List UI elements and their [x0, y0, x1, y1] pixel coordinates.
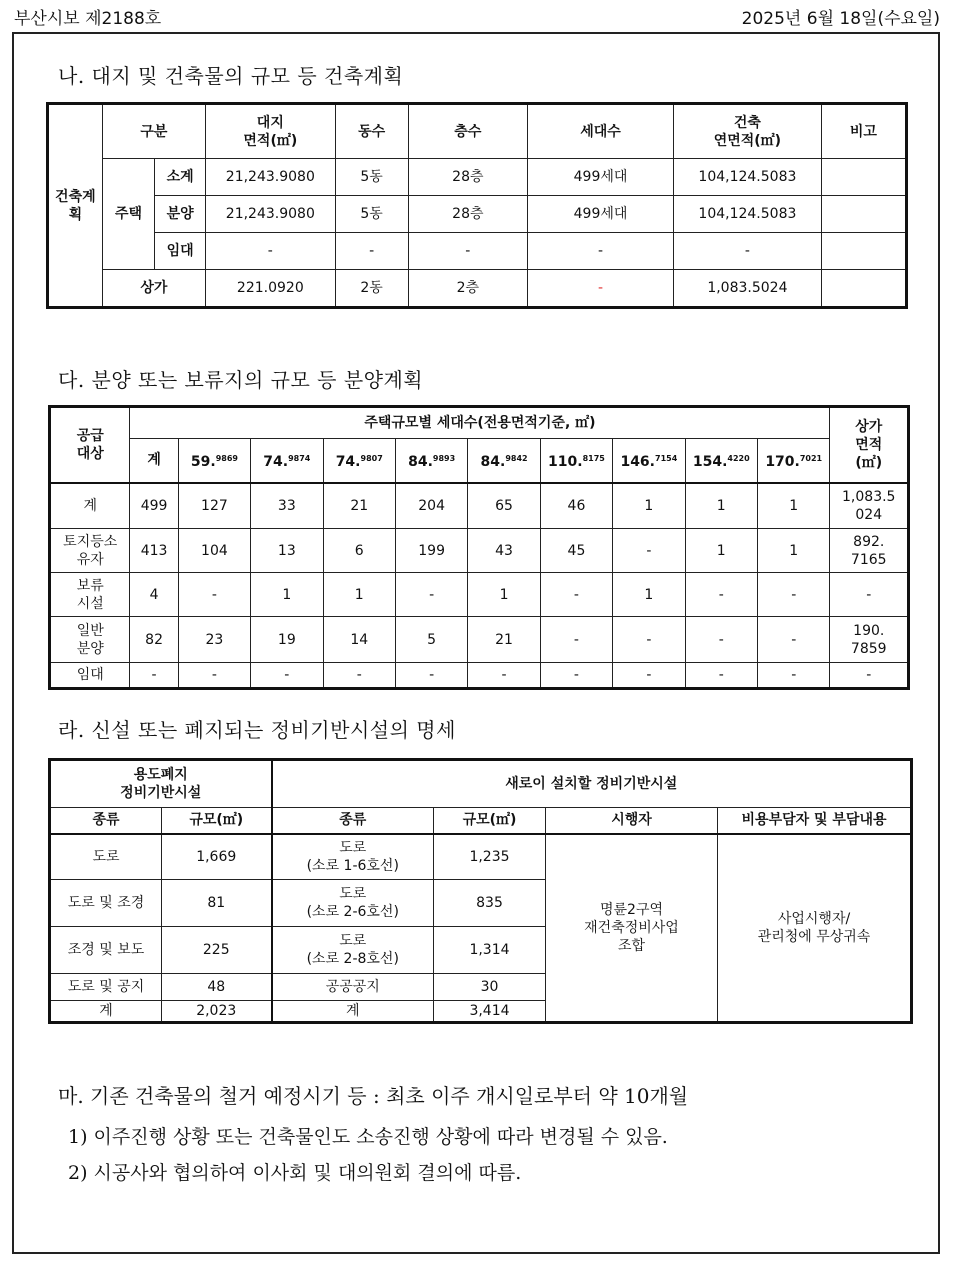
plan-head-blocks: 동수 — [335, 104, 408, 159]
size-head: 110.$^{8175}$ — [540, 439, 612, 483]
supply-head-target: 공급 대상 — [50, 407, 130, 483]
table-row — [48, 270, 907, 308]
note-2: 2) 시공사와 협의하여 이사회 및 대의원회 결의에 따름. — [68, 1162, 522, 1184]
plan-side-label: 건축계 획 — [48, 104, 103, 308]
size-head: 59.$^{9869}$ — [178, 439, 250, 483]
issue-date: 2025년 6월 18일(수요일) — [741, 9, 940, 29]
table-row — [48, 196, 907, 233]
supply-cell: 1 — [613, 483, 685, 529]
plan-cell: - — [528, 233, 674, 270]
size-head: 74.$^{9874}$ — [251, 439, 323, 483]
table-row — [50, 663, 909, 689]
plan-head-floors: 층수 — [408, 104, 528, 159]
plan-head-gubun: 구분 — [102, 104, 205, 159]
plan-cell: 21,243.9080 — [206, 196, 336, 233]
supply-cell: 1 — [468, 573, 540, 617]
supply-cell: - — [468, 663, 540, 689]
table-row — [48, 233, 907, 270]
supply-cell: 127 — [178, 483, 250, 529]
supply-row-label: 계 — [50, 483, 130, 529]
supply-head-shop: 상가 면적 (㎡) — [830, 407, 909, 483]
table-row — [48, 159, 907, 196]
supply-cell: 199 — [395, 529, 467, 573]
supply-cell: 82 — [130, 617, 178, 663]
supply-cell: 33 — [251, 483, 323, 529]
infra-col-new-type: 종류 — [272, 808, 434, 834]
plan-head-gfa: 건축 연면적(㎡) — [673, 104, 821, 159]
size-head: 170.$^{7021}$ — [757, 439, 830, 483]
supply-cell: 45 — [540, 529, 612, 573]
plan-head-site: 대지 면적(㎡) — [206, 104, 336, 159]
supply-shop-cell: 1,083.5 024 — [830, 483, 909, 529]
infra-cell: 225 — [162, 927, 272, 974]
plan-cell: 21,243.9080 — [206, 159, 336, 196]
infra-cell: 도로 (소로 1-6호선) — [272, 834, 434, 880]
plan-cell: 5동 — [335, 159, 408, 196]
supply-cell: 13 — [251, 529, 323, 573]
supply-cell: 1 — [323, 573, 395, 617]
supply-cell: 204 — [395, 483, 467, 529]
plan-cell — [821, 270, 906, 308]
supply-cell: 1 — [685, 529, 757, 573]
infra-cell: 공공공지 — [272, 974, 434, 1001]
section-title-da: 다. 분양 또는 보류지의 규모 등 분양계획 — [58, 368, 424, 392]
plan-cell — [821, 233, 906, 270]
supply-row-label: 임대 — [50, 663, 130, 689]
infra-cell: 계 — [272, 1001, 434, 1023]
supply-row-label: 일반 분양 — [50, 617, 130, 663]
section-title-na: 나. 대지 및 건축물의 규모 등 건축계획 — [58, 64, 404, 88]
supply-cell: - — [540, 573, 612, 617]
infra-col-new-size: 규모(㎡) — [434, 808, 546, 834]
plan-cell: - — [206, 233, 336, 270]
plan-row-label: 상가 — [102, 270, 205, 308]
supply-cell: 5 — [395, 617, 467, 663]
plan-cell: 499세대 — [528, 159, 674, 196]
plan-cell: 2동 — [335, 270, 408, 308]
supply-cell: 1 — [251, 573, 323, 617]
table-row — [50, 483, 909, 529]
section-title-ra: 라. 신설 또는 폐지되는 정비기반시설의 명세 — [58, 718, 456, 742]
plan-cell: 2층 — [408, 270, 528, 308]
infra-cell: 조경 및 보도 — [50, 927, 162, 974]
supply-cell: 1 — [757, 529, 830, 573]
supply-cell: 65 — [468, 483, 540, 529]
supply-cell: 21 — [323, 483, 395, 529]
supply-cell: - — [685, 663, 757, 689]
plan-housing-label: 주택 — [102, 159, 155, 270]
plan-row-label: 분양 — [155, 196, 206, 233]
table-row — [50, 834, 912, 880]
supply-cell: - — [395, 573, 467, 617]
infra-cell: 2,023 — [162, 1001, 272, 1023]
supply-head-group: 주택규모별 세대수(전용면적기준, ㎡) — [130, 407, 830, 439]
infra-cost: 사업시행자/ 관리청에 무상귀속 — [718, 834, 912, 1023]
infra-cell: 도로 (소로 2-8호선) — [272, 927, 434, 974]
infra-cell: 계 — [50, 1001, 162, 1023]
plan-cell: 1,083.5024 — [673, 270, 821, 308]
note-1: 1) 이주진행 상황 또는 건축물인도 소송진행 상황에 따라 변경될 수 있음. — [68, 1126, 668, 1148]
supply-cell: 19 — [251, 617, 323, 663]
infra-cell: 도로 — [50, 834, 162, 880]
plan-cell: 28층 — [408, 159, 528, 196]
supply-cell: - — [613, 663, 685, 689]
infra-cell: 1,314 — [434, 927, 546, 974]
supply-cell: - — [540, 663, 612, 689]
supply-cell: 4 — [130, 573, 178, 617]
supply-cell: 1 — [613, 573, 685, 617]
supply-cell: 43 — [468, 529, 540, 573]
size-head: 146.$^{7154}$ — [613, 439, 685, 483]
plan-cell: - — [408, 233, 528, 270]
infrastructure-table — [48, 758, 913, 1024]
plan-cell: 104,124.5083 — [673, 196, 821, 233]
plan-cell: 28층 — [408, 196, 528, 233]
supply-cell: 499 — [130, 483, 178, 529]
plan-cell: 104,124.5083 — [673, 159, 821, 196]
infra-cell: 48 — [162, 974, 272, 1001]
supply-cell: - — [757, 617, 830, 663]
supply-cell: - — [685, 617, 757, 663]
supply-cell: 14 — [323, 617, 395, 663]
plan-cell — [821, 159, 906, 196]
supply-row-label: 토지등소 유자 — [50, 529, 130, 573]
supply-cell: - — [178, 663, 250, 689]
infra-cell: 81 — [162, 880, 272, 927]
infra-cell: 1,669 — [162, 834, 272, 880]
plan-head-households: 세대수 — [528, 104, 674, 159]
supply-cell: - — [613, 529, 685, 573]
size-head: 154.$^{4220}$ — [685, 439, 757, 483]
plan-head-note: 비고 — [821, 104, 906, 159]
supply-cell: - — [130, 663, 178, 689]
supply-cell: 23 — [178, 617, 250, 663]
supply-cell: - — [540, 617, 612, 663]
plan-cell-red: - — [528, 270, 674, 308]
size-head: 74.$^{9807}$ — [323, 439, 395, 483]
supply-cell: - — [178, 573, 250, 617]
supply-shop-cell: 190. 7859 — [830, 617, 909, 663]
issue-number: 부산시보 제2188호 — [14, 9, 162, 29]
plan-cell: - — [673, 233, 821, 270]
infra-cell: 835 — [434, 880, 546, 927]
infra-col-cost: 비용부담자 및 부담내용 — [718, 808, 912, 834]
infra-executor: 명륜2구역 재건축정비사업 조합 — [546, 834, 718, 1023]
supply-shop-cell: 892. 7165 — [830, 529, 909, 573]
infra-cell: 도로 및 공지 — [50, 974, 162, 1001]
plan-row-label: 임대 — [155, 233, 206, 270]
supply-cell: - — [251, 663, 323, 689]
section-title-ma: 마. 기존 건축물의 철거 예정시기 등 : 최초 이주 개시일로부터 약 10개월 — [58, 1084, 689, 1108]
supply-cell: 46 — [540, 483, 612, 529]
infra-col-executor: 시행자 — [546, 808, 718, 834]
table-row — [50, 529, 909, 573]
supply-size-row — [50, 439, 909, 483]
supply-cell: - — [685, 573, 757, 617]
building-plan-table — [46, 102, 908, 309]
size-head: 84.$^{9842}$ — [468, 439, 540, 483]
infra-cell: 3,414 — [434, 1001, 546, 1023]
infra-head-new: 새로이 설치할 정비기반시설 — [272, 760, 912, 808]
infra-cell: 도로 및 조경 — [50, 880, 162, 927]
supply-cell: - — [757, 573, 830, 617]
infra-cell: 1,235 — [434, 834, 546, 880]
supply-row-label: 보류 시설 — [50, 573, 130, 617]
plan-cell: - — [335, 233, 408, 270]
plan-cell — [821, 196, 906, 233]
size-head: 계 — [130, 439, 178, 483]
size-head: 84.$^{9893}$ — [395, 439, 467, 483]
infra-col-old-type: 종류 — [50, 808, 162, 834]
supply-shop-cell: - — [830, 663, 909, 689]
infra-head-old: 용도폐지 정비기반시설 — [50, 760, 272, 808]
supply-cell: 104 — [178, 529, 250, 573]
supply-shop-cell: - — [830, 573, 909, 617]
infra-cell: 도로 (소로 2-6호선) — [272, 880, 434, 927]
infra-cell: 30 — [434, 974, 546, 1001]
plan-cell: 499세대 — [528, 196, 674, 233]
table-row — [50, 573, 909, 617]
plan-cell: 221.0920 — [206, 270, 336, 308]
supply-cell: - — [395, 663, 467, 689]
supply-plan-table — [48, 405, 910, 690]
supply-cell: 1 — [685, 483, 757, 529]
infra-col-old-size: 규모(㎡) — [162, 808, 272, 834]
supply-cell: - — [613, 617, 685, 663]
supply-cell: - — [757, 663, 830, 689]
supply-cell: 1 — [757, 483, 830, 529]
plan-row-label: 소계 — [155, 159, 206, 196]
supply-cell: 6 — [323, 529, 395, 573]
supply-cell: - — [323, 663, 395, 689]
supply-cell: 21 — [468, 617, 540, 663]
plan-cell: 5동 — [335, 196, 408, 233]
table-row — [50, 617, 909, 663]
supply-cell: 413 — [130, 529, 178, 573]
